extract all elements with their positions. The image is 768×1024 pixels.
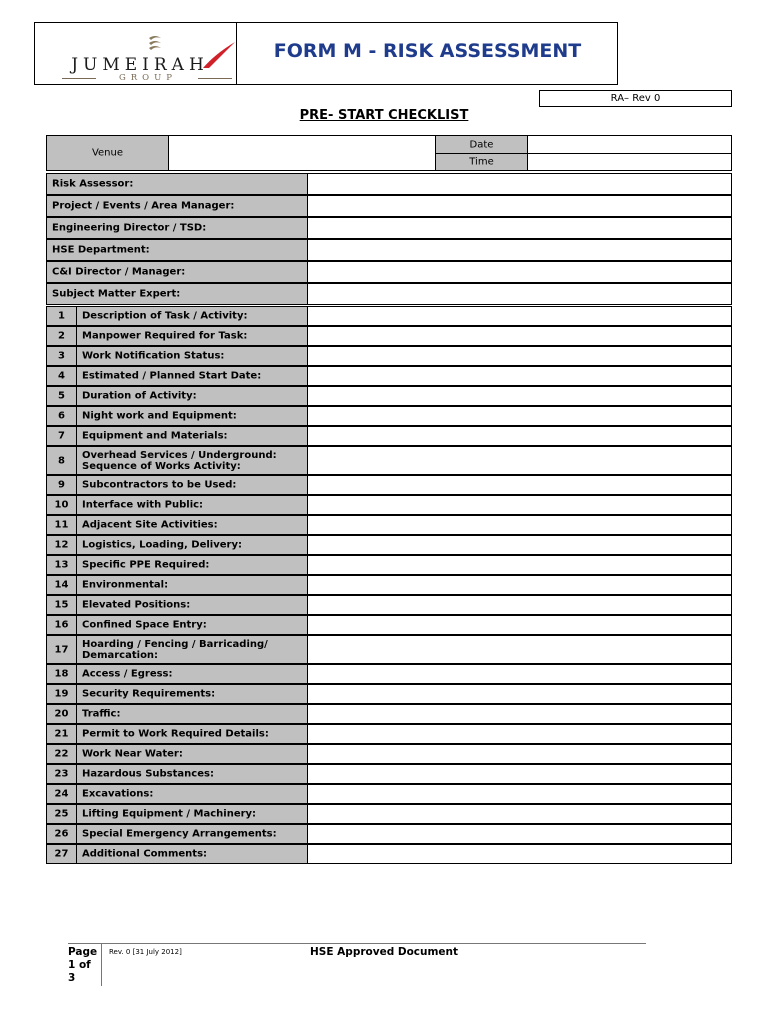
checklist-number: 6: [58, 410, 65, 422]
checklist-answer-field[interactable]: [307, 555, 732, 575]
checklist-number-cell: [46, 515, 77, 535]
date-label-cell: [435, 135, 528, 154]
venue-label-cell: [46, 135, 169, 171]
checklist-number-cell: [46, 704, 77, 724]
checklist-label-cell: [76, 495, 308, 515]
footer-revision: Rev. 0 [31 July 2012]: [109, 948, 182, 956]
checklist-label: Work Near Water:: [82, 748, 183, 760]
checklist-number-cell: [46, 386, 77, 406]
checklist-label: Description of Task / Activity:: [82, 310, 248, 322]
checklist-answer-field[interactable]: [307, 306, 732, 326]
checklist-label-cell: [76, 575, 308, 595]
checklist-number-cell: [46, 306, 77, 326]
time-label-cell: [435, 153, 528, 171]
people-row-field[interactable]: [307, 261, 732, 283]
checklist-number-cell: [46, 426, 77, 446]
checklist-label-cell: [76, 535, 308, 555]
checklist-number-cell: [46, 595, 77, 615]
checklist-label: Traffic:: [82, 708, 121, 720]
people-row-field[interactable]: [307, 217, 732, 239]
checklist-number-cell: [46, 575, 77, 595]
checklist-label: Manpower Required for Task:: [82, 330, 248, 342]
checklist-label-cell: [76, 515, 308, 535]
people-row-field[interactable]: [307, 283, 732, 305]
people-row-label-cell: [46, 173, 308, 195]
jumeirah-logo-mark: [144, 33, 166, 55]
people-row-label: C&I Director / Manager:: [52, 266, 186, 278]
checklist-label-cell: [76, 844, 308, 864]
people-row-label: Subject Matter Expert:: [52, 288, 181, 300]
checklist-number-cell: [46, 475, 77, 495]
checklist-number: 12: [54, 539, 69, 551]
checklist-answer-field[interactable]: [307, 664, 732, 684]
checklist-label-cell: [76, 306, 308, 326]
people-row-label: Project / Events / Area Manager:: [52, 200, 235, 212]
checklist-label: Additional Comments:: [82, 848, 208, 860]
people-row-label-cell: [46, 195, 308, 217]
checklist-number: 8: [58, 455, 65, 466]
checklist-label-cell: [76, 684, 308, 704]
checklist-number: 21: [54, 728, 69, 740]
checklist-answer-field[interactable]: [307, 426, 732, 446]
checklist-number-cell: [46, 664, 77, 684]
footer-page-number: Page 1 of 3: [68, 946, 98, 984]
checklist-answer-field[interactable]: [307, 844, 732, 864]
checklist-label: Work Notification Status:: [82, 350, 225, 362]
checklist-answer-field[interactable]: [307, 475, 732, 495]
checklist-label-cell: [76, 366, 308, 386]
checklist-number: 25: [54, 808, 69, 820]
footer-rule: [68, 943, 646, 944]
time-field[interactable]: [527, 153, 732, 171]
checklist-number: 26: [54, 828, 69, 840]
checklist-number: 27: [54, 848, 69, 860]
checklist-answer-field[interactable]: [307, 495, 732, 515]
checklist-label-cell: [76, 426, 308, 446]
people-row-field[interactable]: [307, 195, 732, 217]
people-row-label-cell: [46, 283, 308, 305]
checklist-label-cell: [76, 764, 308, 784]
checklist-answer-field[interactable]: [307, 406, 732, 426]
people-row-label-cell: [46, 239, 308, 261]
checklist-label: Adjacent Site Activities:: [82, 519, 218, 531]
checklist-number: 23: [54, 768, 69, 780]
date-label: Date: [469, 139, 494, 150]
logo-wordmark: JUMEIRAH: [71, 55, 209, 75]
people-row-field[interactable]: [307, 239, 732, 261]
checklist-answer-field[interactable]: [307, 635, 732, 664]
checklist-label: Duration of Activity:: [82, 390, 197, 402]
revision-box: RA– Rev 0: [539, 90, 732, 107]
people-row-label: HSE Department:: [52, 244, 150, 256]
checklist-answer-field[interactable]: [307, 824, 732, 844]
checklist-label-cell: [76, 346, 308, 366]
checklist-label: Security Requirements:: [82, 688, 216, 700]
checklist-label: Specific PPE Required:: [82, 559, 210, 571]
checklist-label: Hoarding / Fencing / Barricading/ Demarcation:: [82, 638, 268, 661]
checklist-label: Subcontractors to be Used:: [82, 479, 237, 491]
people-row-label-cell: [46, 217, 308, 239]
logo-rule-left: [62, 78, 96, 79]
people-row-label-cell: [46, 261, 308, 283]
checklist-label: Excavations:: [82, 788, 154, 800]
checklist-label-cell: [76, 386, 308, 406]
checklist-answer-field[interactable]: [307, 575, 732, 595]
checklist-number: 4: [58, 370, 65, 382]
checklist-answer-field[interactable]: [307, 366, 732, 386]
checklist-label-cell: [76, 824, 308, 844]
logo-group-text: GROUP: [118, 73, 178, 83]
checklist-number: 17: [54, 644, 69, 655]
checklist-label-cell: [76, 326, 308, 346]
venue-field[interactable]: [168, 135, 436, 171]
checklist-number: 9: [58, 479, 65, 491]
checklist-label: Hazardous Substances:: [82, 768, 214, 780]
checklist-label-cell: [76, 784, 308, 804]
checklist-answer-field[interactable]: [307, 804, 732, 824]
checklist-answer-field[interactable]: [307, 615, 732, 635]
checklist-label: Estimated / Planned Start Date:: [82, 370, 262, 382]
checklist-number: 13: [54, 559, 69, 571]
people-row-field[interactable]: [307, 173, 732, 195]
checklist-number-cell: [46, 495, 77, 515]
venue-label: Venue: [91, 147, 124, 159]
checklist-label: Elevated Positions:: [82, 599, 191, 611]
checklist-label: Confined Space Entry:: [82, 619, 207, 631]
checklist-answer-field[interactable]: [307, 346, 732, 366]
checklist-label: Logistics, Loading, Delivery:: [82, 539, 242, 551]
checklist-number: 10: [54, 499, 69, 511]
time-label: Time: [469, 156, 494, 168]
checklist-number: 5: [58, 390, 65, 402]
checklist-number: 11: [54, 519, 69, 531]
checklist-label: Permit to Work Required Details:: [82, 728, 269, 740]
checklist-label-cell: [76, 406, 308, 426]
checklist-label: Interface with Public:: [82, 499, 204, 511]
checklist-number-cell: [46, 724, 77, 744]
checklist-number-cell: [46, 535, 77, 555]
checklist-label-cell: [76, 595, 308, 615]
logo-red-swoosh: [201, 40, 237, 70]
checklist-answer-field[interactable]: [307, 704, 732, 724]
checklist-number-cell: [46, 784, 77, 804]
checklist-number: 16: [54, 619, 69, 631]
checklist-label-cell: [76, 804, 308, 824]
checklist-number-cell: [46, 684, 77, 704]
checklist-number-cell: [46, 615, 77, 635]
checklist-number-cell: [46, 764, 77, 784]
people-row-label: Engineering Director / TSD:: [52, 222, 207, 234]
checklist-number-cell: [46, 366, 77, 386]
logo-rule-right: [198, 78, 232, 79]
people-row-label: Risk Assessor:: [52, 178, 134, 190]
checklist-number: 20: [54, 708, 69, 720]
checklist-answer-field[interactable]: [307, 326, 732, 346]
checklist-number-cell: [46, 346, 77, 366]
checklist-answer-field[interactable]: [307, 515, 732, 535]
checklist-title: PRE- START CHECKLIST: [299, 108, 469, 123]
checklist-number: 22: [54, 748, 69, 760]
checklist-number-cell: [46, 844, 77, 864]
checklist-label: Special Emergency Arrangements:: [82, 828, 277, 840]
checklist-number-cell: [46, 635, 77, 664]
checklist-label-cell: [76, 615, 308, 635]
checklist-label-cell: [76, 744, 308, 764]
checklist-number-cell: [46, 744, 77, 764]
checklist-label: Environmental:: [82, 579, 169, 591]
checklist-number: 14: [54, 579, 69, 591]
checklist-number: 2: [58, 330, 65, 342]
checklist-answer-field[interactable]: [307, 595, 732, 615]
checklist-number: 1: [58, 310, 65, 322]
checklist-label-cell: [76, 724, 308, 744]
checklist-answer-field[interactable]: [307, 446, 732, 475]
checklist-label: Night work and Equipment:: [82, 410, 237, 422]
checklist-number: 15: [54, 599, 69, 611]
checklist-answer-field[interactable]: [307, 386, 732, 406]
footer-divider: [101, 943, 102, 986]
checklist-label-cell: [76, 555, 308, 575]
checklist-label-cell: [76, 704, 308, 724]
checklist-answer-field[interactable]: [307, 784, 732, 804]
checklist-answer-field[interactable]: [307, 764, 732, 784]
checklist-number-cell: [46, 804, 77, 824]
checklist-number-cell: [46, 326, 77, 346]
checklist-answer-field[interactable]: [307, 535, 732, 555]
checklist-label: Access / Egress:: [82, 668, 173, 680]
checklist-answer-field[interactable]: [307, 724, 732, 744]
footer-status: HSE Approved Document: [310, 946, 459, 958]
checklist-number: 19: [54, 688, 69, 700]
checklist-number: 18: [54, 668, 69, 680]
checklist-label-cell: [76, 446, 308, 475]
form-title: FORM M - RISK ASSESSMENT: [273, 40, 582, 62]
date-field[interactable]: [527, 135, 732, 154]
checklist-label-cell: [76, 475, 308, 495]
checklist-number: 3: [58, 350, 65, 362]
checklist-number-cell: [46, 406, 77, 426]
checklist-label-cell: [76, 664, 308, 684]
checklist-label: Overhead Services / Underground: Sequence of Works Activity:: [82, 449, 277, 472]
checklist-number-cell: [46, 824, 77, 844]
checklist-number: 24: [54, 788, 69, 800]
checklist-label-cell: [76, 635, 308, 664]
checklist-number: 7: [58, 430, 65, 442]
checklist-number-cell: [46, 555, 77, 575]
checklist-label: Lifting Equipment / Machinery:: [82, 808, 257, 820]
checklist-answer-field[interactable]: [307, 744, 732, 764]
checklist-number-cell: [46, 446, 77, 475]
checklist-answer-field[interactable]: [307, 684, 732, 704]
checklist-label: Equipment and Materials:: [82, 430, 228, 442]
